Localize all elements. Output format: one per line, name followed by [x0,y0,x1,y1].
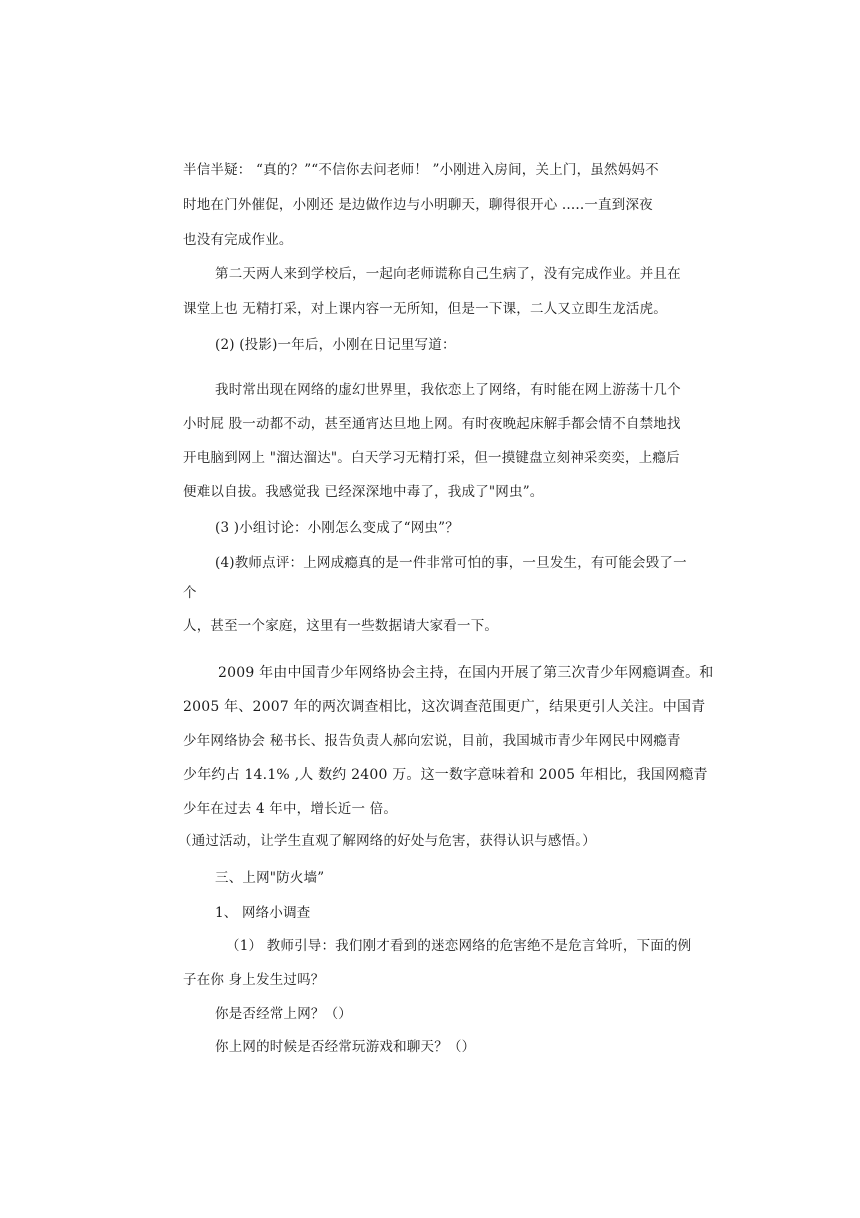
text-line: 也没有完成作业。 [183,232,293,248]
text-line: 少年在过去 4 年中，增长近一 倍。 [183,801,398,817]
text-line: （1） 教师引导：我们刚才看到的迷恋网络的危害绝不是危言耸听，下面的例 [226,938,692,954]
text-line: 课堂上也 无精打采，对上课内容一无所知，但是一下课，二人又立即生龙活虎。 [183,301,667,317]
text-line: 我时常出现在网络的虚幻世界里，我依恋上了网络，有时能在网上游荡十几个 [215,382,681,398]
text-line: 时地在门外催促，小刚还 是边做作边与小明聊天，聊得很开心 .....一直到深夜 [183,197,653,213]
text-line: (3 )小组讨论：小刚怎么变成了“网虫”？ [215,520,459,536]
text-line: 便难以自拔。我感觉我 已经深深地中毒了，我成了"网虫”。 [183,484,544,500]
text-line: 子在你 身上发生过吗？ [183,972,325,988]
text-line: 个 [183,585,197,601]
text-line: 半信半疑： “真的？”“不信你去问老师！ ”小刚进入房间，关上门，虽然妈妈不 [183,162,659,178]
survey-question: 你是否经常上网？（） [215,1006,352,1022]
text-line: （通过活动，让学生直观了解网络的好处与危害，获得认识与感悟。） [178,833,596,849]
text-line: 2005 年、2007 年的两次调查相比，这次调查范围更广，结果更引人关注。中国青 [183,699,706,715]
text-line: (4)教师点评：上网成瘾真的是一件非常可怕的事，一旦发生，有可能会毁了一 [215,555,687,571]
text-line: 人，甚至一个家庭，这里有一些数据请大家看一下。 [183,618,499,634]
text-line: 2009 年由中国青少年网络协会主持，在国内开展了第三次青少年网瘾调查。和 [218,665,714,681]
subsection-heading: 1、 网络小调查 [215,905,311,921]
text-line: 少年网络协会 秘书长、报告负责人郝向宏说，目前，我国城市青少年网民中网瘾青 [183,733,681,749]
text-line: 第二天两人来到学校后，一起向老师谎称自己生病了，没有完成作业。并且在 [215,266,681,282]
text-line: 少年约占 14.1% ,人 数约 2400 万。这一数字意味着和 2005 年相比，我国网瘾青 [183,767,708,783]
text-line: 开电脑到网上 "溜达溜达"。白天学习无精打采，但一摸键盘立刻神采奕奕，上瘾后 [183,450,680,466]
text-line: (2) (投影)一年后，小刚在日记里写道： [215,337,456,353]
survey-question: 你上网的时候是否经常玩游戏和聊天？（） [215,1039,476,1055]
text-line: 小时屁 股一动都不动，甚至通宵达旦地上网。有时夜晚起床解手都会情不自禁地找 [183,416,681,432]
section-heading: 三、上网"防火墙” [215,870,325,886]
